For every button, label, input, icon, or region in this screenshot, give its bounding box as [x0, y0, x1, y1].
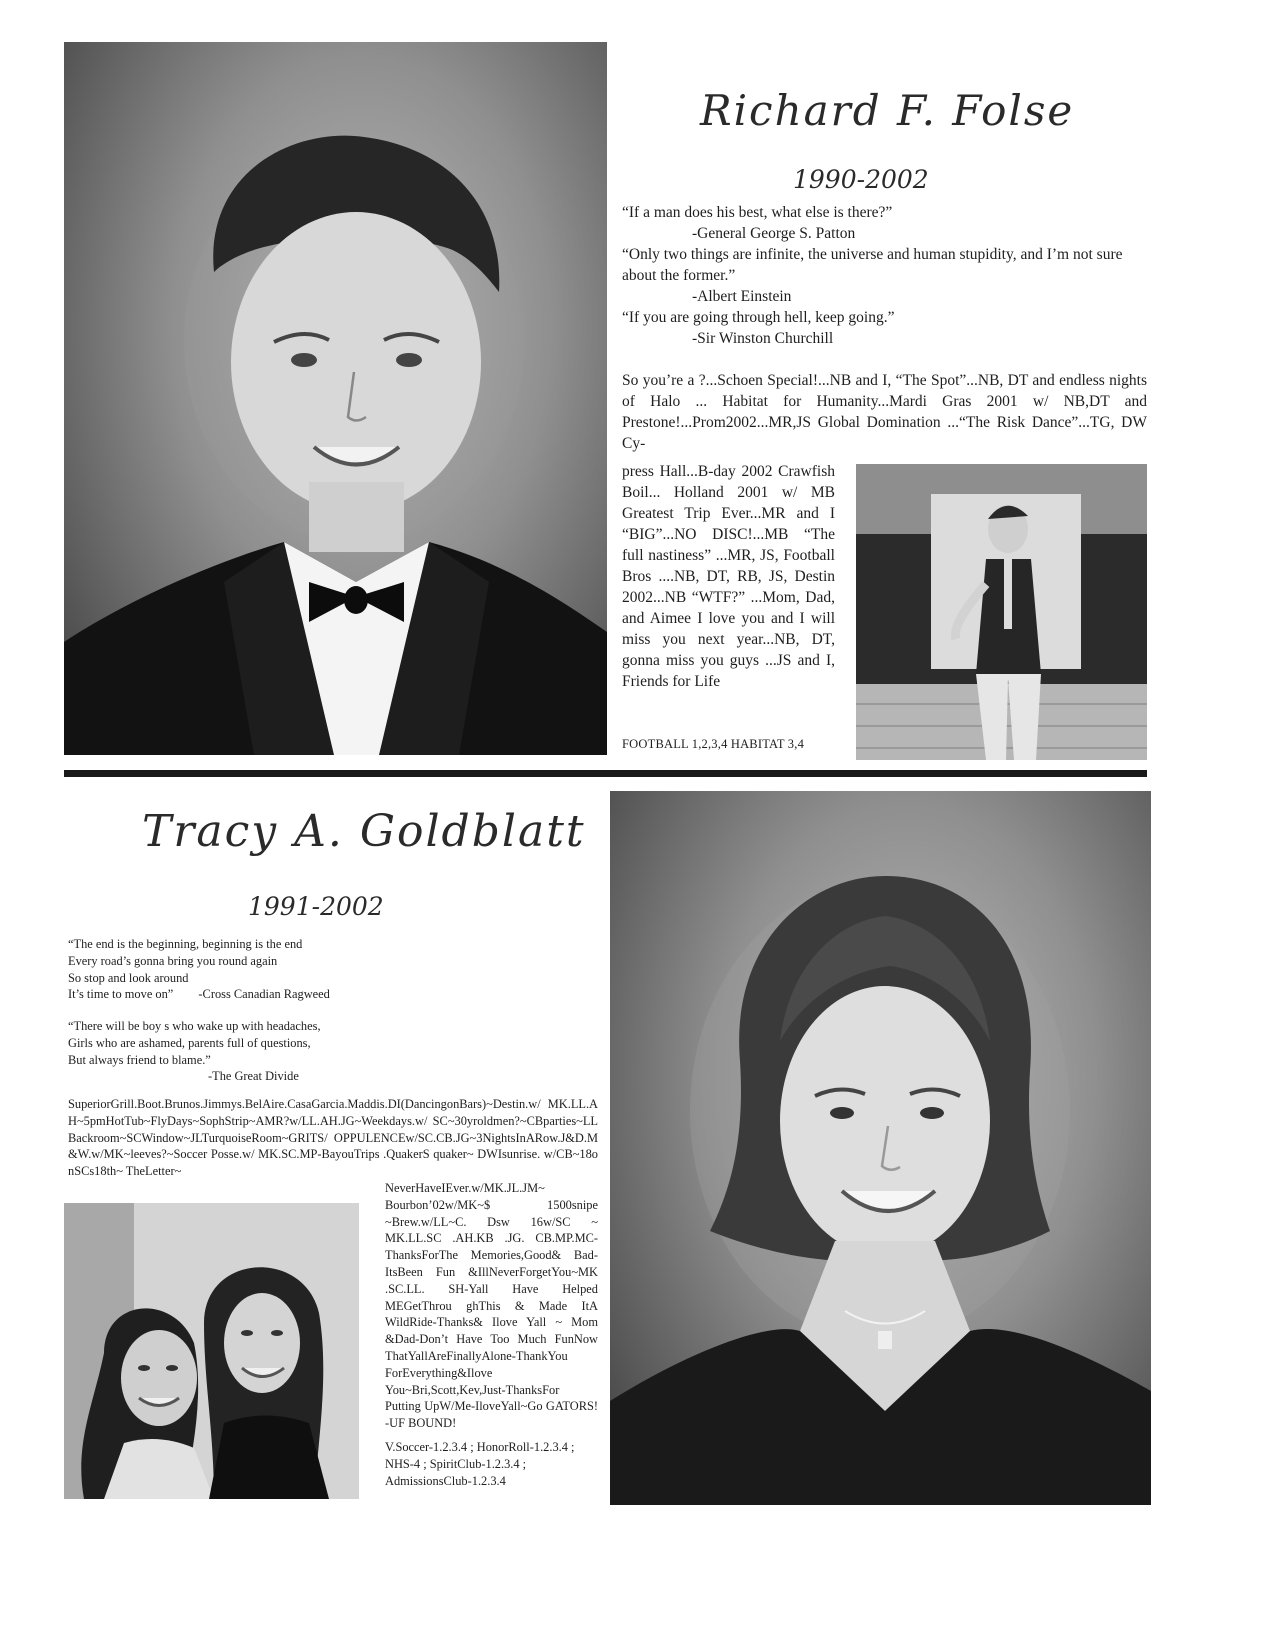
section-divider [64, 770, 1147, 777]
tracy-quote-1 [68, 936, 398, 1003]
tracy-message-side: NeverHaveIEver.w/MK.JL.JM~ Bourbon’02w/MK~$ 1500snipe ~Brew.w/LL~C. Dsw 16w/SC ~ MK.LL.SC .AH.KB .JG. CB.MP.MC- ThanksForThe Memories,Good& Bad-ItsBeen Fun &IllNeverForgetYou~MK .SC.LL. SH-Yall Have Helped MEGetThrou ghThis & Made ItA WildRide-Thanks& Ilove Yall ~ Mom &Dad-Don’t Have Too Much FunNow ThatYallAreFinallyAlone-ThankYou ForEverything&Ilove You~Bri,Scott,Kev,Just-ThanksFor Putting UpW/Me-IloveYall~Go GATORS! -UF BOUND! [385, 1181, 598, 1431]
tracy-quote-2-line: “There will be boy s who wake up with headaches, [68, 1019, 321, 1033]
tracy-quote-2-author: -The Great Divide [208, 1069, 299, 1084]
richard-message-top: So you’re a ?...Schoen Special!...NB and I, “The Spot”...NB, DT and endless nights of Halo ... Habitat for Humanity...Mardi Gras 2001 w/ NB,DT and Prestone!...Prom2002...MR,JS Global Domination ...“The Risk Dance”...TG, DW Cy- [622, 372, 1147, 452]
richard-quote-1: “If a man does his best, what else is there?” [622, 204, 893, 221]
tracy-years: 1991-2002 [248, 892, 384, 921]
richard-quote-1-author: -General George S. Patton [692, 225, 856, 242]
tracy-quote-2-line: But always friend to blame.” [68, 1052, 211, 1067]
tracy-quote-1-line: So stop and look around [68, 970, 189, 985]
tracy-portrait-photo [610, 791, 1151, 1505]
tracy-quote-2 [68, 1018, 398, 1085]
tracy-quote-1-line: “The end is the beginning, beginning is the end [68, 937, 303, 951]
richard-quotes [622, 202, 1142, 349]
richard-portrait-photo [64, 42, 607, 755]
richard-quote-2-author: -Albert Einstein [692, 288, 792, 305]
tracy-name-heading: Tracy A. Goldblatt [142, 806, 586, 857]
tracy-candid-photo [64, 1203, 359, 1499]
richard-years: 1990-2002 [793, 165, 929, 194]
richard-activities: FOOTBALL 1,2,3,4 HABITAT 3,4 [622, 737, 805, 751]
richard-message-side: press Hall...B-day 2002 Crawfish Boil... Holland 2001 w/ MB Greatest Trip Ever...MR and I “BIG”...NO DISC!...MB “The full nastiness” ...MR, JS, Football Bros ....NB, DT, RB, JS, Destin 2002...NB “WTF?” ...Mom, Dad, and Aimee I love you and I will miss you next year...NB, DT, gonna miss you guys ...JS and I, Friends for Life [622, 463, 835, 690]
tracy-quote-1-line: It’s time to move on” [68, 987, 174, 1002]
richard-quote-2: “Only two things are infinite, the universe and human stupidity, and I’m not sure about the former.” [622, 246, 1123, 284]
tracy-quote-2-line: Girls who are ashamed, parents full of questions, [68, 1035, 311, 1050]
tracy-quote-1-line: Every road’s gonna bring you round again [68, 953, 278, 968]
richard-quote-3: “If you are going through hell, keep going.” [622, 309, 895, 326]
richard-name-heading: Richard F. Folse [700, 86, 1075, 135]
tracy-message-top: SuperiorGrill.Boot.Brunos.Jimmys.BelAire.CasaGarcia.Maddis.DI(DancingonBars)~Destin.w/ MK.LL.AH~5pmHotTub~FlyDays~SophStrip~AMR?w/LL.AH.JG~Weekdays.w/ SC~30yroldmen?~CBparties~LLBackroom~SCWindow~JLTurquoiseRoom~GRITS/ OPPULENCEw/SC.CB.JG~3NightsInARow.J&D.M&W.w/MK~leeves?~Soccer Posse.w/ MK.SC.MP-BayouTrips .QuakerS quaker~ DWIsunrise. w/CB~18onSCs18th~ TheLetter~ [68, 1097, 598, 1179]
richard-quote-3-author: -Sir Winston Churchill [692, 330, 834, 347]
tracy-quote-1-author: -Cross Canadian Ragweed [198, 987, 330, 1002]
tracy-activities: V.Soccer-1.2.3.4 ; HonorRoll-1.2.3.4 ; NHS-4 ; SpiritClub-1.2.3.4 ; AdmissionsClub-1.2.3.4 [385, 1440, 575, 1488]
richard-candid-photo [856, 464, 1147, 760]
